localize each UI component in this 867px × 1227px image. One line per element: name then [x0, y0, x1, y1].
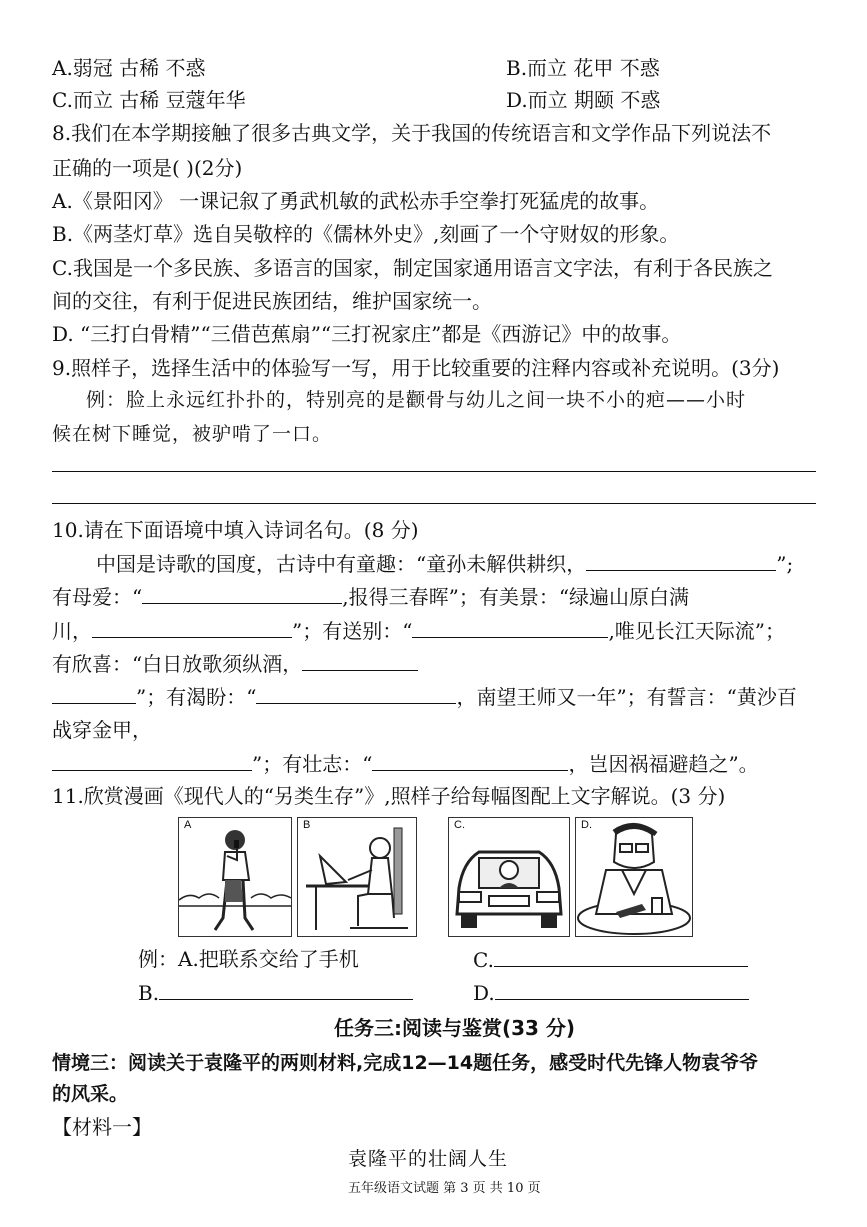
- q10-line1-text: 中国是诗歌的国度，古诗中有童趣：“童孙未解供耕织，: [96, 552, 587, 576]
- q11-b-row: [138, 979, 413, 1006]
- section-title: 任务三:阅读与鉴赏(33 分): [334, 1016, 576, 1040]
- panel-a-drawing: [179, 818, 291, 936]
- q10-blank-3[interactable]: [92, 617, 292, 638]
- panel-b-label: B: [303, 819, 311, 831]
- q8-option-a: A.《景阳冈》 一课记叙了勇武机敏的武松赤手空拳打死猛虎的故事。: [52, 189, 660, 213]
- comic-panel-d: [575, 817, 693, 937]
- q10-line7-text-a: ”；有壮志：“: [252, 752, 373, 776]
- comic-panel-a: [178, 817, 292, 937]
- context-line2: 的风采。: [52, 1083, 129, 1105]
- q10-blank-1[interactable]: [586, 550, 776, 571]
- panel-d-drawing: [576, 818, 692, 936]
- q10-line4: [52, 650, 418, 677]
- q9-example-line2: 候在树下睡觉，被驴啃了一口。: [52, 423, 333, 445]
- q11-c-label: C.: [473, 948, 494, 972]
- panel-a-label: A: [184, 819, 192, 831]
- q11-c-row: [473, 946, 748, 973]
- q11-c-answer-line[interactable]: [494, 946, 748, 967]
- q8-option-d: D. “三打白骨精”“三借芭蕉扇”“三打祝家庄”都是《西游记》中的故事。: [52, 322, 682, 346]
- q11-d-row: [473, 979, 749, 1006]
- q10-line5-text-a: ”；有渴盼：“: [136, 685, 257, 709]
- passage-title: 袁隆平的壮阔人生: [348, 1148, 509, 1170]
- panel-b-drawing: [298, 818, 416, 936]
- context-line1: 情境三：阅读关于袁隆平的两则材料,完成12—14题任务，感受时代先锋人物袁爷爷: [52, 1052, 759, 1074]
- q10-line5-text-b: ，南望王师又一年”；有誓言：“黄沙百: [456, 685, 797, 709]
- q10-line2-text-a: 有母爱：“: [52, 585, 143, 609]
- q10-line7-text-b: ，岂因祸福避趋之”。: [568, 752, 759, 776]
- q9-stem: 9.照样子，选择生活中的体验写一写，用于比较重要的注释内容或补充说明。(3分): [52, 356, 780, 380]
- q11-d-label: D.: [473, 981, 495, 1005]
- q10-stem: 10.请在下面语境中填入诗词名句。(8 分): [52, 518, 419, 542]
- panel-c-drawing: [449, 818, 569, 936]
- q10-blank-7[interactable]: [52, 750, 252, 771]
- q10-blank-8[interactable]: [372, 750, 568, 771]
- q10-line1: [96, 550, 793, 577]
- q10-line3-text-b: ”；有送别：“: [292, 619, 413, 643]
- q10-blank-2[interactable]: [142, 583, 342, 604]
- q11-stem: 11.欣赏漫画《现代人的“另类生存”》,照样子给每幅图配上文字解说。(3 分): [52, 784, 726, 808]
- comic-panel-c: [448, 817, 570, 937]
- q10-blank-4[interactable]: [412, 617, 608, 638]
- q10-line3-text-c: ,唯见长江天际流”；: [608, 619, 786, 643]
- q11-b-answer-line[interactable]: [159, 979, 413, 1000]
- q10-blank-5b[interactable]: [52, 683, 136, 704]
- q10-line3-text-a: 川，: [52, 619, 92, 643]
- q10-line1-end: ”;: [776, 552, 794, 576]
- q9-example-line1: 例：脸上永远红扑扑的，特别亮的是颧骨与幼儿之间一块不小的疤——小时: [86, 389, 747, 411]
- q10-line5: [52, 683, 797, 710]
- q8-option-b: B.《两茎灯草》选自吴敬梓的《儒林外史》,刻画了一个守财奴的形象。: [52, 222, 680, 246]
- q9-answer-line-2[interactable]: [52, 503, 816, 504]
- q11-example: 例：A.把联系交给了手机: [138, 947, 359, 971]
- q10-line2-text-b: ,报得三春晖”；有美景：“绿遍山原白满: [342, 585, 690, 609]
- q10-blank-6[interactable]: [256, 683, 456, 704]
- q10-blank-5a[interactable]: [302, 650, 418, 671]
- q8-stem-line1: 8.我们在本学期接触了很多古典文学，关于我国的传统语言和文学作品下列说法不: [52, 121, 772, 145]
- q7-option-d: D.而立 期颐 不惑: [506, 88, 661, 112]
- q8-option-c-line2: 间的交往，有利于促进民族团结，维护国家统一。: [52, 289, 492, 313]
- page-footer: 五年级语文试题 第 3 页 共 10 页: [348, 1181, 541, 1196]
- q7-option-b: B.而立 花甲 不惑: [506, 56, 660, 80]
- q8-option-c-line1: C.我国是一个多民族、多语言的国家，制定国家通用语言文字法，有利于各民族之: [52, 256, 773, 280]
- material-label: 【材料一】: [52, 1115, 152, 1139]
- panel-c-label: C.: [454, 819, 465, 831]
- panel-d-label: D.: [581, 819, 592, 831]
- comic-panel-b: [297, 817, 417, 937]
- q11-b-label: B.: [138, 981, 160, 1005]
- q7-option-c: C.而立 古稀 豆蔻年华: [52, 88, 246, 112]
- q7-option-a: A.弱冠 古稀 不惑: [52, 56, 206, 80]
- q10-line7: [52, 750, 759, 777]
- q8-stem-line2: 正确的一项是( )(2分): [52, 156, 243, 180]
- q10-line6: 战穿金甲，: [52, 718, 152, 742]
- q10-line3: [52, 617, 785, 644]
- q10-line2: [52, 583, 689, 610]
- q10-line4-text: 有欣喜：“白日放歌须纵酒，: [52, 652, 303, 676]
- q9-answer-line-1[interactable]: [52, 471, 816, 472]
- q11-d-answer-line[interactable]: [495, 979, 749, 1000]
